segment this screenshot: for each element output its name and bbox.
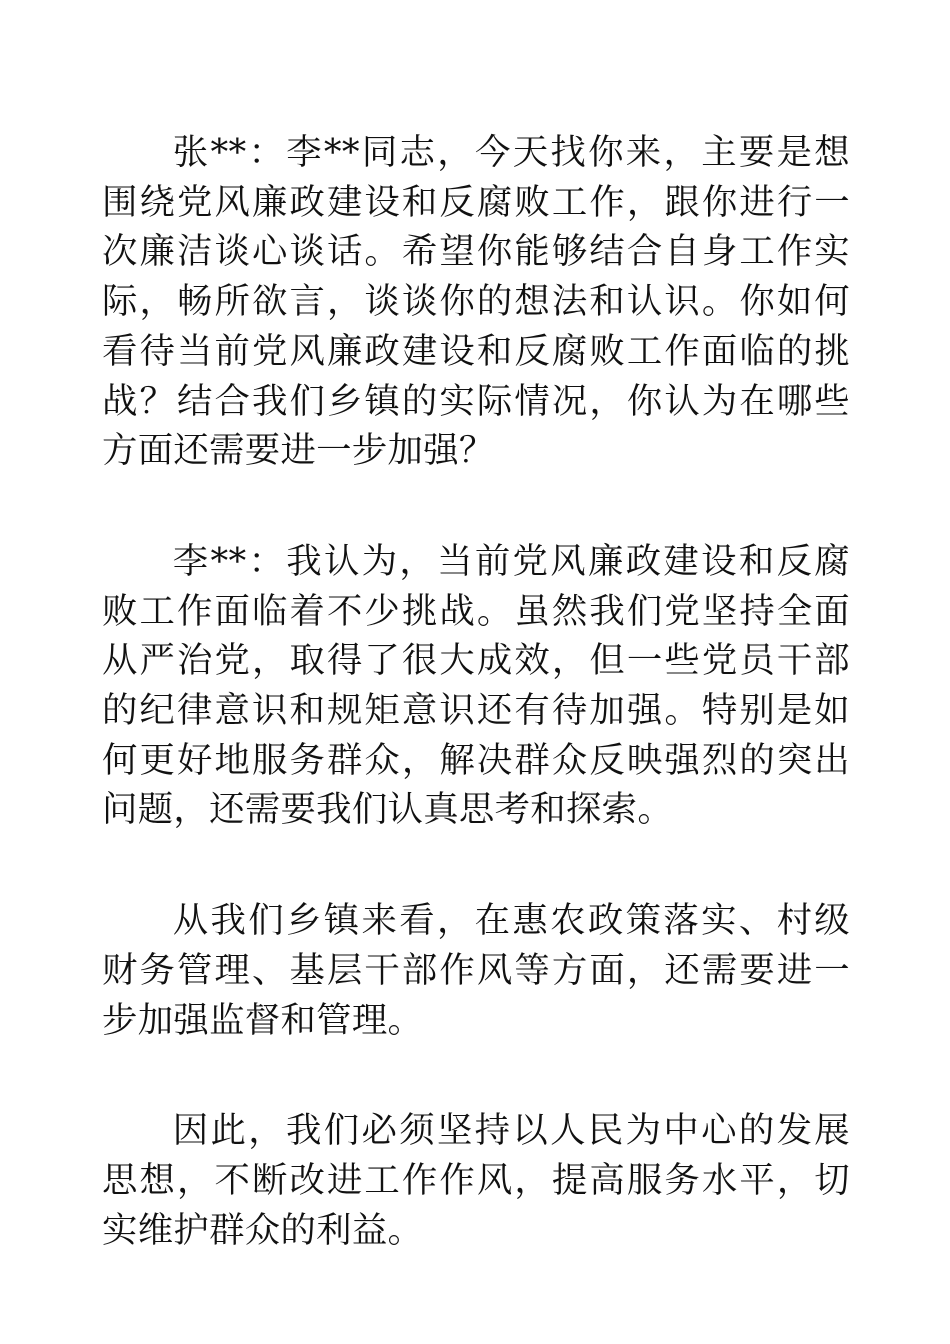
paragraph-conclusion: 因此，我们必须坚持以人民为中心的发展思想，不断改进工作作风，提高服务水平，切实维护群众的利益。 — [102, 1110, 850, 1251]
paragraph-li-answer: 李**：我认为，当前党风廉政建设和反腐败工作面临着不少挑战。虽然我们党坚持全面从严治党，取得了很大成效，但一些党员干部的纪律意识和规矩意识还有待加强。特别是如何更好地服务群众，解决群众反映强烈的突出问题，还需要我们认真思考和探索。 — [102, 540, 850, 831]
paragraph-zhang-question: 张**：李**同志，今天找你来，主要是想围绕党风廉政建设和反腐败工作，跟你进行一次廉洁谈心谈话。希望你能够结合自身工作实际，畅所欲言，谈谈你的想法和认识。你如何看待当前党风廉政建设和反腐败工作面临的挑战？结合我们乡镇的实际情况，你认为在哪些方面还需要进一步加强？ — [102, 132, 850, 472]
document-body — [102, 128, 850, 1316]
paragraph-township-view: 从我们乡镇来看，在惠农政策落实、村级财务管理、基层干部作风等方面，还需要进一步加强监督和管理。 — [102, 900, 850, 1041]
